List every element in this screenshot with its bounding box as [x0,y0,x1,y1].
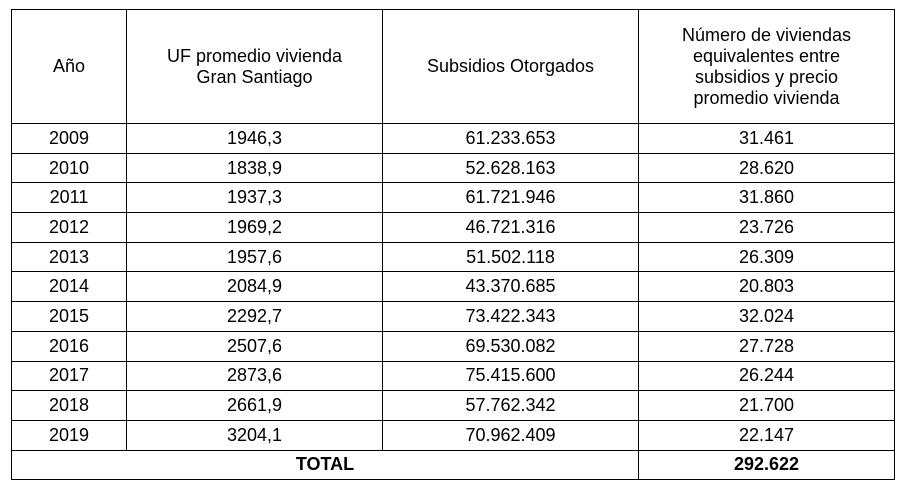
cell-homes: 31.461 [639,124,895,154]
header-subsidies: Subsidios Otorgados [383,10,639,124]
cell-year: 2017 [12,361,127,391]
header-uf-average: UF promedio vivienda Gran Santiago [127,10,383,124]
cell-subsidies: 52.628.163 [383,153,639,183]
cell-year: 2011 [12,183,127,213]
cell-year: 2018 [12,391,127,421]
header-year: Año [12,10,127,124]
cell-subsidies: 43.370.685 [383,272,639,302]
cell-subsidies: 51.502.118 [383,242,639,272]
cell-homes: 26.309 [639,242,895,272]
cell-year: 2015 [12,302,127,332]
cell-uf: 1969,2 [127,213,383,243]
header-equivalent-homes: Número de viviendas equivalentes entre subsidios y precio promedio vivienda [639,10,895,124]
table-footer [12,450,895,479]
table-row [12,331,895,361]
table-row [12,242,895,272]
table-row [12,183,895,213]
cell-subsidies: 61.721.946 [383,183,639,213]
cell-year: 2016 [12,331,127,361]
cell-uf: 1838,9 [127,153,383,183]
table-row [12,391,895,421]
total-value: 292.622 [639,450,895,479]
cell-year: 2009 [12,124,127,154]
cell-uf: 2292,7 [127,302,383,332]
housing-subsidy-table [11,9,895,480]
table-body [12,124,895,451]
header-row [12,10,895,124]
cell-homes: 26.244 [639,361,895,391]
cell-homes: 27.728 [639,331,895,361]
cell-homes: 21.700 [639,391,895,421]
cell-uf: 1937,3 [127,183,383,213]
table-row [12,213,895,243]
table-header [12,10,895,124]
cell-year: 2010 [12,153,127,183]
cell-homes: 20.803 [639,272,895,302]
cell-uf: 2873,6 [127,361,383,391]
cell-uf: 2507,6 [127,331,383,361]
cell-subsidies: 46.721.316 [383,213,639,243]
cell-uf: 2661,9 [127,391,383,421]
cell-homes: 22.147 [639,420,895,450]
cell-uf: 2084,9 [127,272,383,302]
cell-subsidies: 57.762.342 [383,391,639,421]
total-row [12,450,895,479]
cell-subsidies: 61.233.653 [383,124,639,154]
cell-homes: 31.860 [639,183,895,213]
cell-subsidies: 70.962.409 [383,420,639,450]
cell-subsidies: 73.422.343 [383,302,639,332]
cell-homes: 28.620 [639,153,895,183]
table-row [12,361,895,391]
cell-uf: 1946,3 [127,124,383,154]
cell-uf: 1957,6 [127,242,383,272]
cell-year: 2012 [12,213,127,243]
table-row [12,153,895,183]
cell-subsidies: 69.530.082 [383,331,639,361]
table-row [12,272,895,302]
cell-year: 2019 [12,420,127,450]
cell-homes: 32.024 [639,302,895,332]
cell-year: 2014 [12,272,127,302]
table-row [12,124,895,154]
cell-year: 2013 [12,242,127,272]
table-row [12,420,895,450]
cell-homes: 23.726 [639,213,895,243]
cell-uf: 3204,1 [127,420,383,450]
table-row [12,302,895,332]
cell-subsidies: 75.415.600 [383,361,639,391]
total-label: TOTAL [12,450,639,479]
